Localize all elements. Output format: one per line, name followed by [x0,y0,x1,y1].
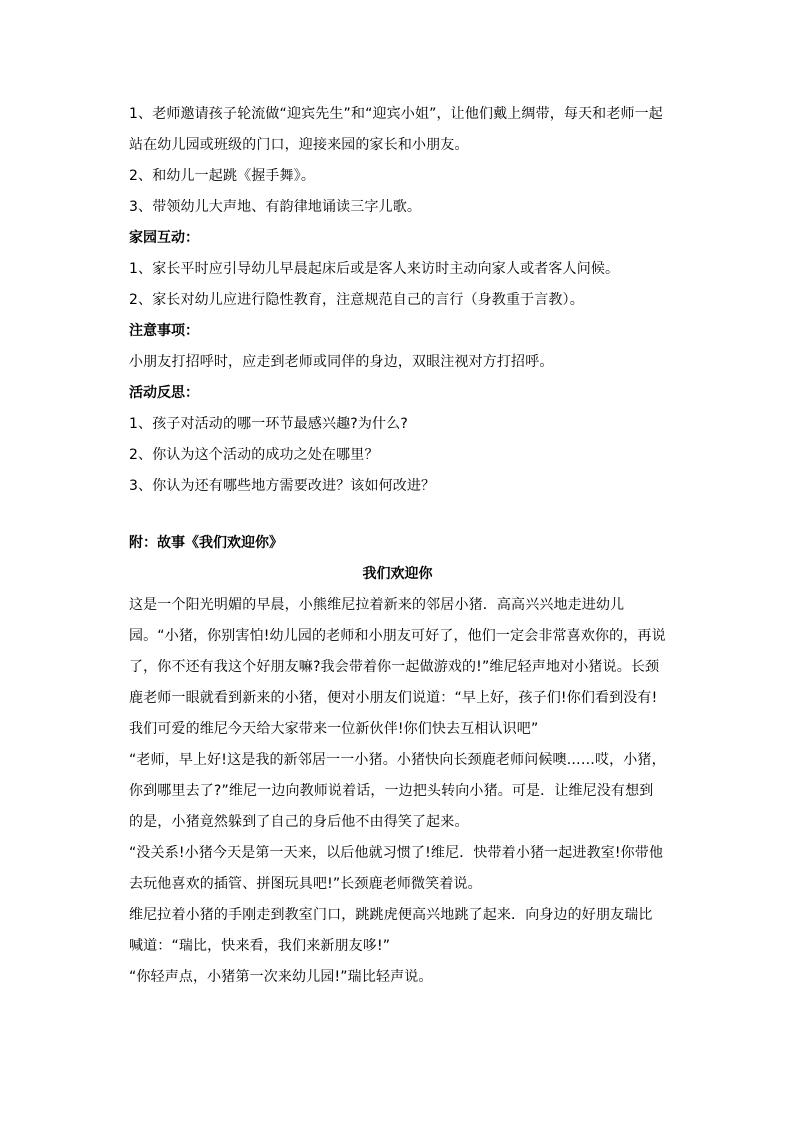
home-interaction-item-2: 2、家长对幼儿应进行隐性教育，注意规范自己的言行（身教重于言教）。 [129,292,584,308]
story-paragraph-4: 维尼拉着小猪的手刚走到教室门口，跳跳虎便高兴地跳了起来．向身边的好朋友瑞比喊道：“瑞比，快来看，我们来新朋友哆!” [129,907,653,954]
activity-step-3: 3、带领幼儿大声地、有韵律地诵读三字儿歌。 [129,199,422,215]
activity-step-2: 2、和幼儿一起跳《握手舞》。 [129,168,316,184]
notes-text: 小朋友打招呼时，应走到老师或同伴的身边，双眼注视对方打招呼。 [129,354,554,370]
story-paragraph-3: “没关系!小猪今天是第一天来，以后他就习惯了!维尼．快带着小猪一起进教室!你带他去玩他喜欢的插管、拼图玩具吧!”长颈鹿老师微笑着说。 [129,845,664,892]
home-interaction-item-1: 1、家长平时应引导幼儿早晨起床后或是客人来访时主动向家人或者客人问候。 [129,261,620,277]
activity-step-1: 1、老师邀请孩子轮流做“迎宾先生”和“迎宾小姐”，让他们戴上绸带，每天和老师一起站在幼儿园或班级的门口，迎接来园的家长和小朋友。 [129,106,663,153]
section-spacer [129,502,666,528]
reflection-item-1: 1、孩子对活动的哪一环节最感兴趣?为什么? [129,416,408,432]
story-paragraph-1: 这是一个阳光明媚的早晨，小熊维尼拉着新来的邻居小猪．高高兴兴地走进幼儿园。“小猪，你别害怕!幼儿园的老师和小朋友可好了，他们一定会非常喜欢你的，再说了，你不还有我这个好朋友嘛?我会带着你一起做游戏的!”维尼轻声地对小猪说。长颈鹿老师一眼就看到新来的小猪，便对小朋友们说道：“早上好，孩子们!你们看到没有!我们可爱的维尼今天给大家带来一位新伙伴!你们快去互相认识吧” [129,597,666,737]
appendix-heading: 附：故事《我们欢迎你》 [129,535,283,551]
story-paragraph-5: “你轻声点，小猪第一次来幼儿园!”瑞比轻声说。 [129,969,433,985]
reflection-item-3: 3、你认为还有哪些地方需要改进？该如何改进？ [129,478,436,494]
home-interaction-heading: 家园互动： [129,230,199,246]
reflection-item-2: 2、你认为这个活动的成功之处在哪里？ [129,447,379,463]
notes-heading: 注意事项： [129,323,199,339]
story-title: 我们欢迎你 [362,566,433,582]
reflection-heading: 活动反思： [129,385,199,401]
story-paragraph-2: “老师，早上好!这是我的新邻居一一小猪。小猪快向长颈鹿老师问候噢……哎，小猪，你到哪里去了?”维尼一边向教师说着话，一边把头转向小猪。可是．让维尼没有想到的是，小猪竟然躲到了自己的身后他不由得笑了起来。 [129,752,666,830]
